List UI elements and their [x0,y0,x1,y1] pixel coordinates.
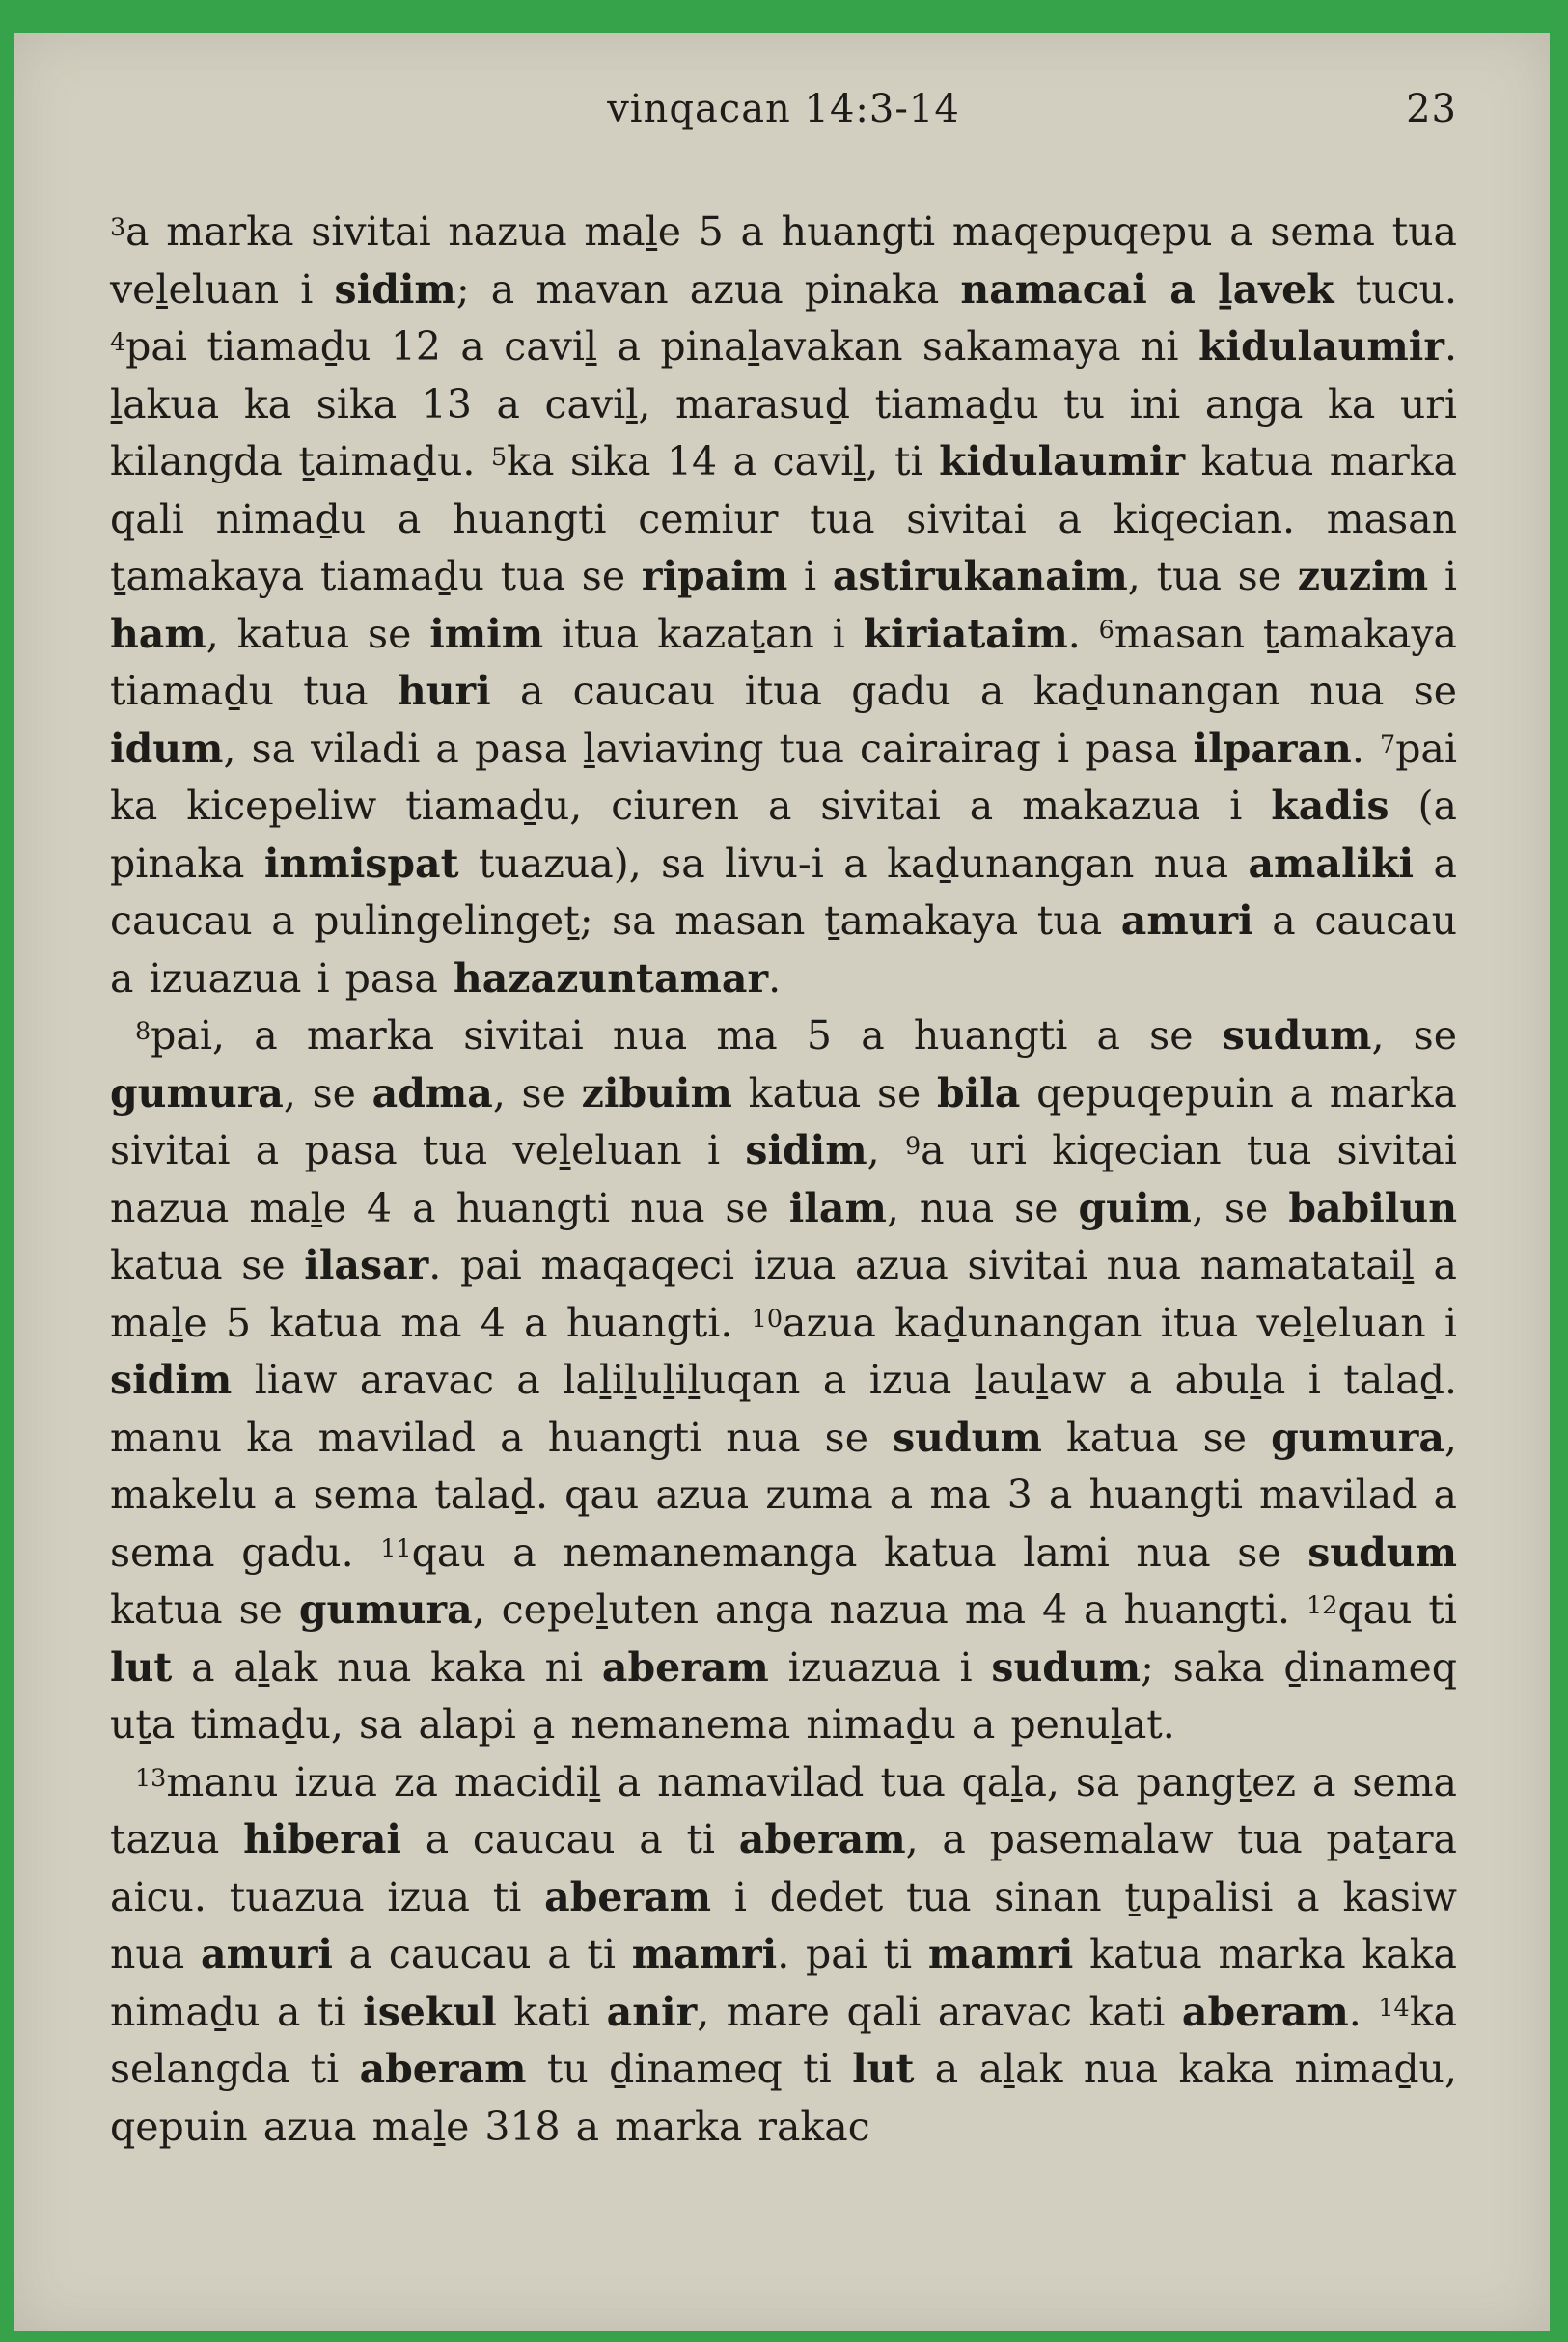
header-book-chapter-verse: vinqacan 14:3-14 [607,87,960,131]
text-run: . pai maqaqeci izua azua sivitai nua namatataiḻ a maḻe 5 katua ma 4 a huangti. [110,1242,1457,1346]
text-run: tucu. [1334,265,1457,313]
text-run: . [768,954,782,1002]
text-run: , mare qali aravac kati [697,1988,1182,2035]
proper-name-bold: ripaim [641,553,788,599]
text-run: azua kaḏunangan itua veḻeluan i [783,1299,1457,1346]
proper-name-bold: aberam [1181,1988,1349,2035]
text-run: qau ti [1337,1586,1458,1633]
proper-name-bold: zibuim [581,1069,732,1116]
text-run: . ḻakua ka sika 13 a caviḻ, marasuḏ tiamaḏu tu ini anga ka uri kilangda ṯaimaḏu. [110,323,1457,484]
proper-name-bold: ilasar [304,1242,429,1288]
proper-name-bold: lut [110,1643,173,1691]
text-run: i dedet tua sinan ṯupalisi a kasiw nua [110,1873,1457,1977]
text-run: . pai ti [777,1931,928,1977]
text-run: katua marka kaka nimaḏu a ti [110,1931,1457,2035]
proper-name-bold: sidim [745,1127,867,1173]
proper-name-bold: idum [110,725,224,772]
verse-number: 9 [904,1131,922,1161]
text-run: itua kazaṯan i [543,610,864,657]
page-number: 23 [1406,87,1457,131]
verse-number: 4 [110,327,126,357]
text-run: , se [492,1069,582,1116]
proper-name-bold: isekul [363,1988,497,2035]
text-run: a uri kiqecian tua sivitai nazua maḻe 4 a huangti nua se [110,1127,1457,1231]
proper-name-bold: kidulaumir [1197,323,1444,370]
verse-number: 6 [1098,614,1114,644]
proper-name-bold: anir [606,1988,698,2035]
proper-name-bold: ham [110,610,206,657]
proper-name-bold: ilparan [1193,725,1352,772]
proper-name-bold: aberam [738,1816,906,1862]
proper-name-bold: sudum [1222,1012,1372,1059]
proper-name-bold: kidulaumir [939,438,1186,484]
verse-number: 10 [751,1303,784,1333]
verse-number: 13 [135,1762,167,1792]
text-run: a caucau a pulingelingeṯ; sa masan ṯamakaya tua [110,840,1457,944]
text-run: katua marka qali nimaḏu a huangti cemiur tua sivitai a kiqecian. masan ṯamakaya tiamaḏu tua se [110,438,1457,599]
proper-name-bold: amuri [201,1931,333,1977]
text-run: , makelu a sema talaḏ. qau azua zuma a ma 3 a huangti mavilad a sema gadu. [110,1414,1457,1576]
proper-name-bold: inmispat [263,840,459,887]
text-run: , a pasemalaw tua paṯara aicu. tuazua izua ti [110,1816,1457,1920]
text-run: . [1067,610,1099,657]
page-content [14,33,1550,2156]
proper-name-bold: kadis [1271,783,1389,829]
text-run: pai, a marka sivitai nua ma 5 a huangti a se [151,1012,1223,1059]
text-run: , cepeḻuten anga nazua ma 4 a huangti. [472,1586,1307,1633]
text-run: i [1428,553,1457,599]
text-run: izuazua i [768,1643,992,1691]
verse-number: 5 [490,442,508,472]
running-header [110,87,1457,132]
text-run: , katua se [206,610,430,657]
paragraph [110,1007,1457,1754]
text-run: , [867,1127,905,1173]
proper-name-bold: amaliki [1248,840,1415,887]
text-run: a aḻak nua kaka nimaḏu, qepuin azua maḻe 318 a marka rakac [110,2046,1457,2150]
text-run: a caucau itua gadu a kaḏunangan nua se [490,668,1458,714]
proper-name-bold: guim [1078,1184,1192,1231]
text-run: (a pinaka [110,783,1457,887]
text-run: a caucau a izuazua i pasa [110,897,1457,1002]
verse-number: 11 [380,1532,412,1562]
proper-name-bold: zuzim [1297,553,1429,599]
proper-name-bold: gumura [1271,1414,1444,1461]
text-run: , se [1371,1012,1457,1059]
text-run: katua se [110,1586,299,1633]
text-run: i [787,553,833,599]
proper-name-bold: hazazuntamar [453,954,769,1002]
text-run: pai ka kicepeliw tiamaḏu, ciuren a sivitai a makazua i [110,725,1457,829]
text-run: a caucau a ti [332,1931,632,1977]
text-run: ; a mavan azua pinaka [455,265,961,313]
paragraph [110,1754,1457,2157]
book-page [14,33,1550,2331]
text-run: tuazua), sa livu-i a kaḏunangan nua [458,840,1249,887]
proper-name-bold: bila [936,1069,1021,1116]
proper-name-bold: aberam [601,1643,769,1691]
text-run: a marka sivitai nazua maḻe 5 a huangti maqepuqepu a sema tua veḻeluan i [110,208,1457,313]
proper-name-bold: aberam [359,2046,527,2092]
text-run: ka selangda ti [110,1988,1458,2092]
paragraph [110,204,1457,1007]
text-run: qepuqepuin a marka sivitai a pasa tua veḻeluan i [110,1069,1458,1173]
verse-number: 3 [110,212,126,242]
proper-name-bold: sidim [334,265,456,313]
text-run: masan ṯamakaya tiamaḏu tua [110,610,1457,714]
text-run: , nua se [886,1184,1079,1231]
text-run: , tua se [1127,553,1298,599]
text-run: ; saka ḏinameq uṯa timaḏu, sa alapi a̱ nemanema nimaḏu a penuḻat. [110,1643,1458,1748]
proper-name-bold: gumura [298,1586,473,1633]
text-run: katua se [1041,1414,1272,1461]
proper-name-bold: amuri [1120,897,1253,944]
proper-name-bold: mamri [631,1931,778,1977]
text-run: katua se [110,1242,305,1288]
text-run: , sa viladi a pasa ḻaviaving tua cairairag i pasa [223,725,1194,772]
proper-name-bold: sudum [1307,1529,1457,1576]
verse-number: 7 [1380,729,1396,758]
text-run: a caucau a ti [401,1816,739,1862]
verse-number: 14 [1378,1992,1410,2022]
text-run: . [1351,725,1381,772]
text-run: a aḻak nua kaka ni [172,1643,602,1691]
text-run: kati [496,1988,607,2035]
text-run: tu ḏinameq ti [526,2046,853,2092]
proper-name-bold: aberam [544,1873,712,1920]
proper-name-bold: huri [397,668,491,714]
text-run: katua se [731,1069,937,1116]
proper-name-bold: gumura [110,1069,284,1116]
proper-name-bold: sudum [893,1414,1042,1461]
proper-name-bold: sidim [110,1357,233,1403]
text-run: qau a nemanemanga katua lami nua se [411,1529,1308,1576]
proper-name-bold: ilam [788,1184,887,1231]
text-run: . [1348,1988,1379,2035]
proper-name-bold: mamri [927,1931,1074,1977]
text-run: , se [1191,1184,1289,1231]
text-run: manu izua za macidiḻ a namavilad tua qaḻa, sa pangṯez a sema tazua [110,1758,1457,1862]
scripture-text [110,204,1457,2156]
text-run: , se [283,1069,372,1116]
proper-name-bold: sudum [991,1643,1142,1691]
proper-name-bold: imim [429,610,544,657]
proper-name-bold: kiriataim [863,610,1068,657]
proper-name-bold: babilun [1288,1184,1457,1231]
proper-name-bold: lut [852,2046,915,2092]
proper-name-bold: namacai a ḻavek [960,265,1334,313]
text-run: liaw aravac a laḻiḻuḻiḻuqan a izua ḻauḻaw a abuḻa i talaḏ. manu ka mavilad a huangti nua se [110,1357,1457,1461]
text-run: ka sika 14 a caviḻ, ti [507,438,940,484]
proper-name-bold: hiberai [243,1816,401,1862]
text-run: pai tiamaḏu 12 a caviḻ a pinaḻavakan sakamaya ni [125,323,1198,370]
proper-name-bold: adma [371,1069,493,1116]
verse-number: 12 [1307,1590,1338,1620]
proper-name-bold: astirukanaim [832,553,1128,599]
verse-number: 8 [135,1016,151,1046]
